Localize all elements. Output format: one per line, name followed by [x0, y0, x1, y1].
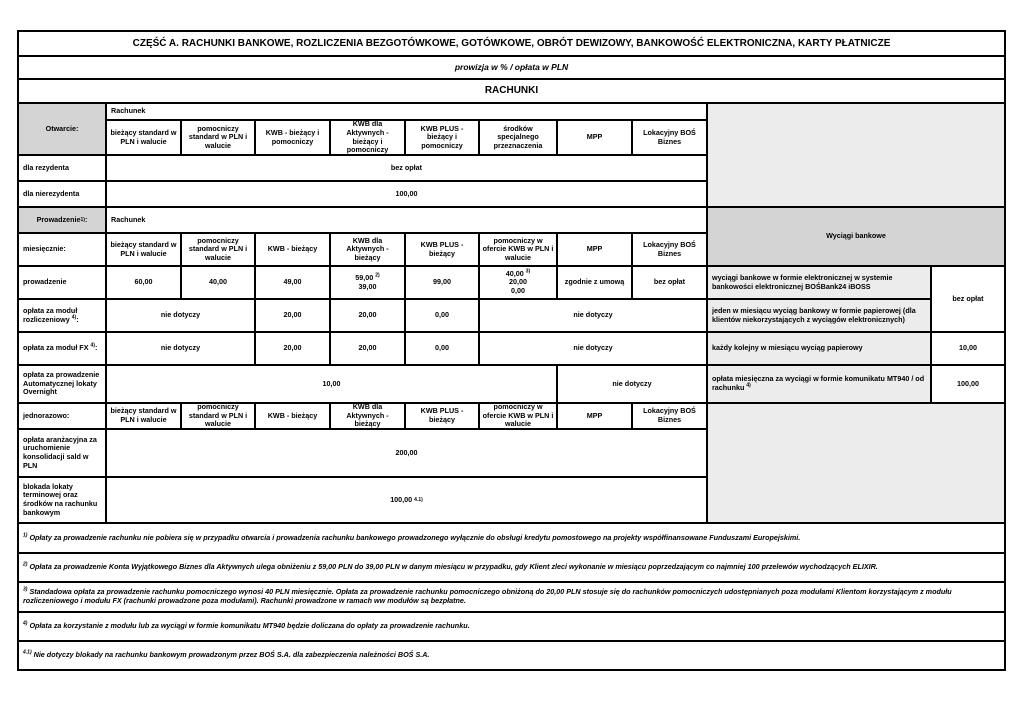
row-modul-fx-value: 0,00: [405, 332, 479, 365]
prowadzenie-col-header: pomocniczy w ofercie KWB w PLN i walucie: [479, 233, 557, 266]
wyciagi-row4-value: 100,00: [931, 365, 1005, 403]
row-blokada-value: 100,00 4.1): [106, 477, 707, 523]
row-blokada-label: blokada lokaty terminowej oraz środków na rachunku bankowym: [18, 477, 106, 523]
prowadzenie-col-header: KWB dla Aktywnych - bieżący: [330, 233, 405, 266]
jednorazowo-col-header: bieżący standard w PLN i walucie: [106, 403, 181, 429]
prowadzenie-col-header: bieżący standard w PLN i walucie: [106, 233, 181, 266]
row-overnight-label: opłata za prowadzenie Automatycznej lokaty Overnight: [18, 365, 106, 403]
row-prowadzenie-value-pomocniczy: [479, 266, 557, 299]
row-konsolidacja-value: 200,00: [106, 429, 707, 477]
jednorazowo-col-header: pomocniczy standard w PLN i walucie: [181, 403, 255, 429]
otwarcie-col-header: KWB - bieżący i pomocniczy: [255, 120, 330, 155]
row-prowadzenie-label: prowadzenie: [18, 266, 106, 299]
rezydent-value: bez opłat: [106, 155, 707, 181]
row-prowadzenie-value: 49,00: [255, 266, 330, 299]
row-modul-fx-na: nie dotyczy: [106, 332, 255, 365]
row-modul-fx-na2: nie dotyczy: [479, 332, 707, 365]
wyciagi-row12-value: bez opłat: [931, 266, 1005, 332]
row-modul-rozl-na: nie dotyczy: [106, 299, 255, 332]
jednorazowo-col-header: MPP: [557, 403, 632, 429]
page-title: CZĘŚĆ A. RACHUNKI BANKOWE, ROZLICZENIA BEZGOTÓWKOWE, GOTÓWKOWE, OBRÓT DEWIZOWY, BANKOWOŚĆ ELEKTRONICZNA, KARTY PŁATNICZE: [18, 31, 1005, 56]
jednorazowo-col-header: KWB dla Aktywnych - bieżący: [330, 403, 405, 429]
pomocniczy-fee-module: 0,00: [511, 285, 525, 295]
row-overnight-na: nie dotyczy: [557, 365, 707, 403]
rezydent-label: dla rezydenta: [18, 155, 106, 181]
otwarcie-label: Otwarcie:: [18, 103, 106, 155]
jednorazowo-col-header: KWB PLUS - bieżący: [405, 403, 479, 429]
jednorazowo-col-header: pomocniczy w ofercie KWB w PLN i walucie: [479, 403, 557, 429]
aktywni-fee-standard: 59,00 $^{2)}$: [355, 272, 380, 282]
otwarcie-col-header: środków specjalnego przeznaczenia: [479, 120, 557, 155]
row-prowadzenie-value-aktywni: [330, 266, 405, 299]
nierezydent-label: dla nierezydenta: [18, 181, 106, 207]
footnote: $^{3)}$ Standadowa opłata za prowadzenie rachunku pomocniczego wynosi 40 PLN miesięcznie. Opłata za prowadzenie rachunku pomocniczego obniżoną do 20,00 PLN stosuje się do rachunków pomocniczych udostępnianych poza modułami Klientom korzystającym z modułu rozliczeniowego i modułu FX (rachunki prowadzone poza modułami). Rachunki prowadzone w ramach ww modułów są bezpłatne.: [18, 582, 1005, 612]
wyciagi-row-paper-next: każdy kolejny w miesiącu wyciąg papierowy: [707, 332, 931, 365]
row-modul-fx-value: 20,00: [255, 332, 330, 365]
footnote: $^{4.1)}$ Nie dotyczy blokady na rachunku bankowym prowadzonym przez BOŚ S.A. dla zabezpieczenia należności BOŚ S.A.: [18, 641, 1005, 670]
prowadzenie-col-header: KWB - bieżący: [255, 233, 330, 266]
row-modul-rozl-label: opłata za moduł rozliczeniowy $^{4)}$:: [18, 299, 106, 332]
nierezydent-value: 100,00: [106, 181, 707, 207]
prowadzenie-col-header: KWB PLUS - bieżący: [405, 233, 479, 266]
row-modul-rozl-value: 20,00: [255, 299, 330, 332]
row-prowadzenie-value: zgodnie z umową: [557, 266, 632, 299]
aktywni-fee-reduced: 39,00: [358, 281, 377, 291]
wyciagi-title: Wyciągi bankowe: [707, 207, 1005, 266]
prowadzenie-col-header: Lokacyjny BOŚ Biznes: [632, 233, 707, 266]
prowadzenie-label: Prowadzenie 1) :: [18, 207, 106, 233]
row-modul-fx-value: 20,00: [330, 332, 405, 365]
otwarcie-col-header: Lokacyjny BOŚ Biznes: [632, 120, 707, 155]
pomocniczy-fee-standard: 40,00 $^{3)}$: [505, 268, 531, 278]
prowadzenie-rachunek-label: Rachunek: [106, 207, 707, 233]
row-modul-rozl-na2: nie dotyczy: [479, 299, 707, 332]
section-heading: RACHUNKI: [18, 79, 1005, 103]
jednorazowo-label: jednorazowo:: [18, 403, 106, 429]
prowadzenie-col-header: pomocniczy standard w PLN i walucie: [181, 233, 255, 266]
units-subtitle: prowizja w % / opłata w PLN: [18, 56, 1005, 79]
otwarcie-rachunek-label: Rachunek: [106, 103, 707, 120]
row-overnight-value: 10,00: [106, 365, 557, 403]
row-konsolidacja-label: opłata aranżacyjna za uruchomienie konsolidacji sald w PLN: [18, 429, 106, 477]
otwarcie-col-header: bieżący standard w PLN i walucie: [106, 120, 181, 155]
row-prowadzenie-value: 99,00: [405, 266, 479, 299]
otwarcie-col-header: KWB dla Aktywnych - bieżący i pomocniczy: [330, 120, 405, 155]
jednorazowo-col-header: KWB - bieżący: [255, 403, 330, 429]
wyciagi-bottom-blank: [707, 403, 1005, 523]
prowadzenie-label-text: Prowadzenie: [36, 214, 81, 224]
otwarcie-right-blank: [707, 103, 1005, 207]
row-prowadzenie-value: bez opłat: [632, 266, 707, 299]
row-prowadzenie-value: 40,00: [181, 266, 255, 299]
footnote: $^{4)}$ Opłata za korzystanie z modułu lub za wyciągi w formie komunikatu MT940 będzie doliczana do opłaty za prowadzenie rachunku.: [18, 612, 1005, 641]
row-prowadzenie-value: 60,00: [106, 266, 181, 299]
jednorazowo-col-header: Lokacyjny BOŚ Biznes: [632, 403, 707, 429]
row-modul-rozl-value: 0,00: [405, 299, 479, 332]
otwarcie-col-header: MPP: [557, 120, 632, 155]
otwarcie-col-header: pomocniczy standard w PLN i walucie: [181, 120, 255, 155]
footnote: $^{1)}$ Opłaty za prowadzenie rachunku nie pobiera się w przypadku otwarcia i prowadzenia rachunku bankowego prowadzonego wyłącznie do obsługi kredytu pomostowego na projekty współfinansowane Funduszami Europejskimi.: [18, 523, 1005, 553]
row-modul-rozl-value: 20,00: [330, 299, 405, 332]
row-modul-fx-label: opłata za moduł FX $^{4)}$:: [18, 332, 106, 365]
prowadzenie-col-header: MPP: [557, 233, 632, 266]
wyciagi-row-electronic: wyciągi bankowe w formie elektronicznej w systemie bankowości elektronicznej BOŚBank24 iBOSS: [707, 266, 931, 299]
wyciagi-row-paper-first: jeden w miesiącu wyciąg bankowy w formie papierowej (dla klientów niekorzystających z wyciągów elektronicznych): [707, 299, 931, 332]
pomocniczy-fee-reduced: 20,00: [509, 277, 527, 287]
wyciagi-row-mt940: opłata miesięczna za wyciągi w formie komunikatu MT940 / od rachunku $^{4)}$: [707, 365, 931, 403]
miesiecznie-label: miesięcznie:: [18, 233, 106, 266]
prowadzenie-label-suffix: :: [84, 214, 88, 224]
footnote: $^{2)}$ Opłata za prowadzenie Konta Wyjątkowego Biznes dla Aktywnych ulega obniżeniu z 59,00 PLN do 39,00 PLN w danym miesiącu w przypadku, gdy Klient zleci wykonanie w miesiącu poprzedzającym co najmniej 100 przelewów wychodzących ELIXIR.: [18, 553, 1005, 582]
wyciagi-row3-value: 10,00: [931, 332, 1005, 365]
otwarcie-col-header: KWB PLUS - bieżący i pomocniczy: [405, 120, 479, 155]
